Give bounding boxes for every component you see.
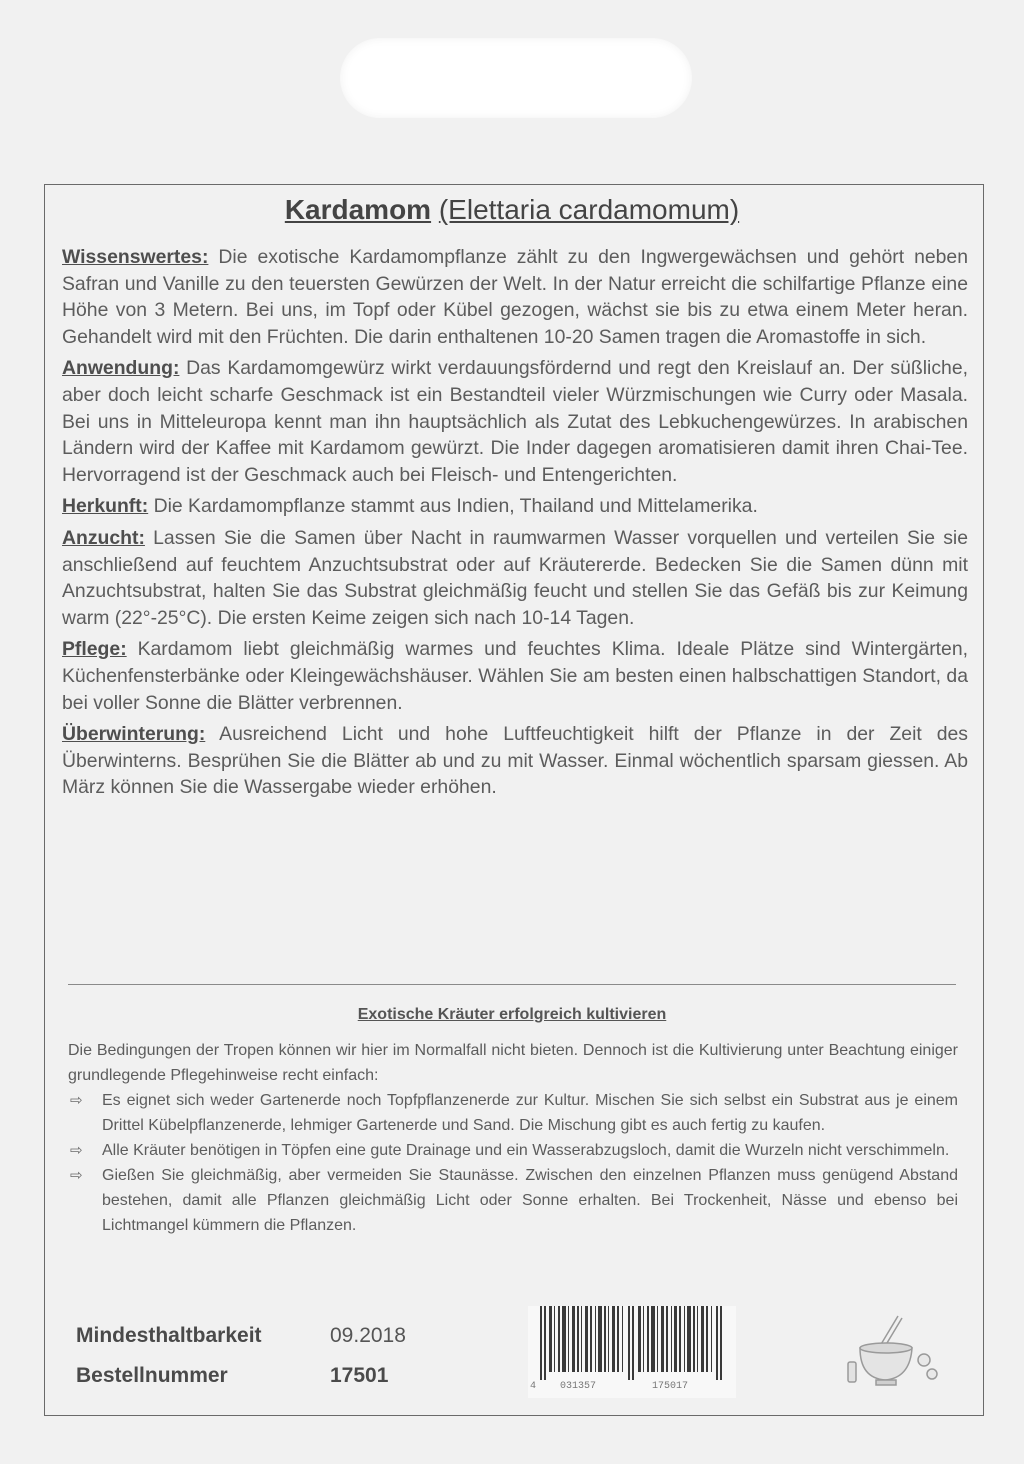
tips-list [68, 1088, 958, 1238]
section-ueberwinterung [62, 721, 968, 801]
page-title [0, 194, 1024, 226]
section-text: Ausreichend Licht und hohe Luftfeuchtigkeit hilft der Pflanze in der Zeit des Überwinterns. Besprühen Sie die Blätter ab und zu mit Wasser. Einmal wöchentlich sparsam giessen. Ab März können Sie die Wassergabe wieder erhöhen. [62, 723, 968, 799]
barcode-bars [528, 1306, 736, 1380]
best-before-label: Mindesthaltbarkeit [76, 1324, 262, 1347]
barcode-digit-left: 4 [530, 1381, 537, 1392]
section-text: Die exotische Kardamompflanze zählt zu den Ingwergewächsen und gehört neben Safran und Vanille zu den teuersten Gewürzen der Welt. In der Natur erreicht die schilfartige Pflanze eine Höhe von 3 Metern. Bei uns, im Topf oder Kübel gezogen, wächst sie bis zu etwa einem Meter heran. Gehandelt wird mit den Früchten. Die darin enthaltenen 10-20 Samen tragen die Aromastoffe in sich. [62, 246, 968, 348]
section-label: Anzucht: [62, 526, 145, 549]
section-wissenswertes [62, 244, 968, 350]
section-text: Das Kardamomgewürz wirkt verdauungsfördernd und regt den Kreislauf an. Der süßliche, aber doch leicht scharfe Geschmack ist ein Bestandteil vieler Würzmischungen wie Curry oder Masala. Bei uns in Mitteleuropa kennt man ihn hauptsächlich als Zutat des Lebkuchengewürzes. In arabischen Ländern wird der Kaffee mit Kardamom gewürzt. Die Inder dagegen aromatisieren damit ihren Chai-Tee. Hervorragend ist der Geschmack auch bei Fleisch- und Entengerichten. [62, 357, 968, 486]
section-label: Pflege: [62, 638, 127, 661]
title-common-name: Kardamom [284, 194, 432, 225]
order-number-value: 17501 [330, 1364, 389, 1387]
barcode-group-1: 031357 [560, 1381, 597, 1392]
section-anzucht [62, 525, 968, 631]
section-text: Die Kardamompflanze stammt aus Indien, Thailand und Mittelamerika. [148, 495, 758, 518]
arrow-right-icon: ⇨ [70, 1167, 83, 1184]
section-label: Anwendung: [62, 357, 180, 380]
order-number-label: Bestellnummer [76, 1364, 228, 1387]
section-pflege [62, 636, 968, 716]
list-item [68, 1138, 958, 1163]
main-text [62, 244, 968, 806]
section-text: Kardamom liebt gleichmäßig warmes und feuchtes Klima. Ideale Plätze sind Wintergärten, Küchenfensterbänke oder Kleingewächshäuser. Wählen Sie am besten einen halbschattigen Standort, da bei voller Sonne die Blätter verbrennen. [62, 638, 968, 714]
mortar-pestle-logo [840, 1308, 950, 1394]
section-label: Wissenswertes: [62, 246, 209, 268]
tip-text: Es eignet sich weder Gartenerde noch Topfpflanzenerde zur Kultur. Mischen Sie sich selbst ein Substrat aus je einem Drittel Kübelpflanzenerde, lehmiger Gartenerde und Sand. Die Mischung gibt es auch fertig zu kaufen. [102, 1092, 958, 1134]
section-herkunft [62, 493, 968, 520]
section-label: Herkunft: [62, 495, 149, 518]
list-item [68, 1163, 958, 1238]
tip-text: Alle Kräuter benötigen in Töpfen eine gute Drainage und ein Wasserabzugsloch, damit die Wurzeln nicht verschimmeln. [102, 1142, 950, 1159]
arrow-right-icon: ⇨ [70, 1142, 83, 1159]
barcode [528, 1306, 736, 1398]
tips-title: Exotische Kräuter erfolgreich kultivieren [357, 1006, 667, 1023]
section-text: Lassen Sie die Samen über Nacht in raumwarmen Wasser vorquellen und verteilen Sie sie anschließend auf feuchtem Anzuchtsubstrat oder auf Kräutererde. Bedecken Sie die Samen dünn mit Anzuchtsubstrat, halten Sie das Substrat gleichmäßig feucht und stellen Sie das Gefäß bis zur Keimung warm (22°-25°C). Die ersten Keime zeigen sich nach 10-14 Tagen. [62, 526, 968, 629]
list-item [68, 1088, 958, 1138]
section-label: Überwinterung: [62, 723, 206, 746]
divider [68, 984, 956, 985]
hang-hole [340, 38, 692, 118]
barcode-group-2: 175017 [652, 1381, 689, 1392]
tips-intro: Die Bedingungen der Tropen können wir hier im Normalfall nicht bieten. Dennoch ist die Kultivierung unter Beachtung einiger grundlegende Pflegehinweise recht einfach: [68, 1042, 958, 1084]
section-anwendung [62, 355, 968, 488]
title-latin-name: (Elettaria cardamomum) [438, 194, 740, 225]
arrow-right-icon: ⇨ [70, 1092, 83, 1109]
tip-text: Gießen Sie gleichmäßig, aber vermeiden Sie Staunässe. Zwischen den einzelnen Pflanzen muss genügend Abstand bestehen, damit alle Pflanzen gleichmäßig Licht oder Sonne erhalten. Bei Trockenheit, Nässe und ebenso bei Lichtmangel kümmern die Pflanzen. [102, 1167, 958, 1234]
best-before-value: 09.2018 [330, 1324, 406, 1347]
